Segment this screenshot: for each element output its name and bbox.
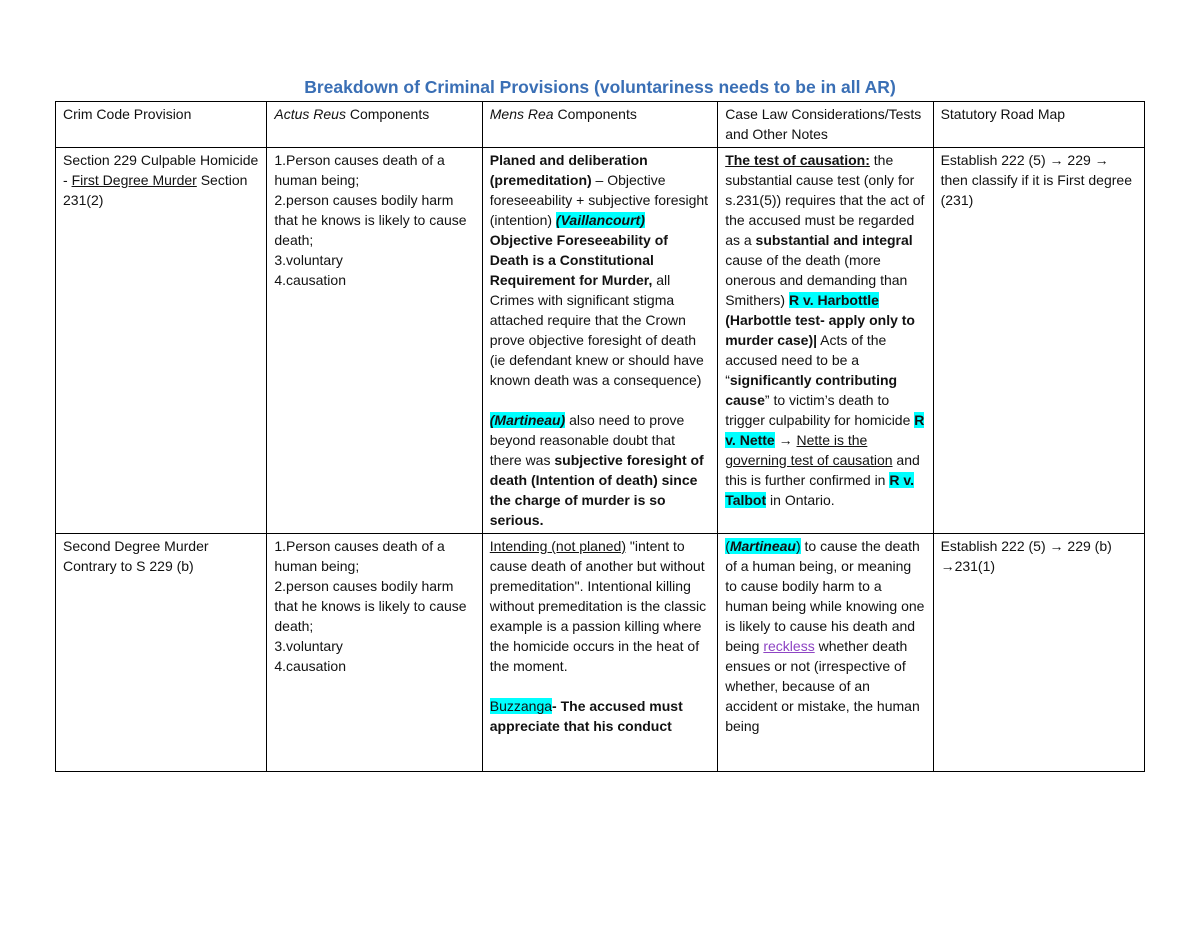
actus-item: 4.causation (274, 272, 346, 288)
row2-actus-reus (267, 534, 482, 772)
case-text: Acts of the accused need to be a “ (725, 332, 887, 388)
roadmap-text: Establish 222 (5) → 229 → then classify if it is First degree (231) (940, 152, 1132, 208)
mens-text: also need to prove beyond reasonable doubt that there was (489, 412, 685, 468)
table-row (56, 148, 1145, 534)
header-actus-em: Actus Reus (274, 106, 346, 122)
header-mens-rea (482, 102, 717, 148)
table-header-row (56, 102, 1145, 148)
criminal-provisions-table (55, 101, 1145, 772)
arrow-icon: → (774, 432, 797, 448)
header-roadmap-text: Statutory Road Map (940, 106, 1066, 122)
row2-mens-rea (482, 534, 717, 772)
case-citation: (Vaillancourt) (555, 212, 645, 228)
case-citation: (Martineau) (489, 412, 566, 428)
mens-text: – Objective foreseeability + subjective foresight (intention) (489, 172, 709, 228)
header-actus-rest: Components (345, 106, 430, 122)
row1-case-law (718, 148, 933, 534)
table-row (56, 534, 1145, 772)
mens-underlined: Intending (not planed) (489, 538, 626, 554)
row1-road-map (933, 148, 1144, 534)
header-case-law (718, 102, 933, 148)
spacer (490, 390, 710, 410)
row1-actus-reus (267, 148, 482, 534)
reckless-link[interactable]: reckless (763, 638, 815, 654)
mens-bold: - The accused must appreciate that his conduct (489, 698, 683, 734)
case-text: in Ontario. (766, 492, 835, 508)
header-provision (56, 102, 267, 148)
header-road-map (933, 102, 1144, 148)
mens-text: all Crimes with significant stigma attached require that the Crown prove objective foresight of death (ie defendant knew or should have known death was a consequence) (489, 272, 704, 388)
spacer (490, 676, 710, 696)
case-text: to cause the death of a human being, or meaning to cause bodily harm to a human being while knowing one is likely to cause his death and being (725, 538, 925, 654)
actus-item: 2.person causes bodily harm that he knows is likely to cause death; (274, 192, 467, 248)
case-citation: Martineau (729, 538, 796, 554)
actus-item: 4.causation (274, 658, 346, 674)
mens-text: "intent to cause death of another but without premeditation". Intentional killing without premeditation is the classic example is a passion killing where the homicide occurs in the heat of the moment. (489, 538, 707, 674)
case-paren: ) (795, 538, 801, 554)
actus-item: 3.voluntary (274, 252, 343, 268)
mens-bold: Objective Foreseeability of Death is a Constitutional Requirement for Murder, (489, 232, 668, 288)
case-citation: R v. Talbot (725, 472, 914, 508)
actus-item: 1.Person causes death of a human being; (274, 152, 445, 188)
row1-provision-b: Section 231(2) (63, 172, 248, 208)
mens-bold: subjective foresight of death (Intention of death) since the charge of murder is so serious. (489, 452, 704, 528)
mens-bold: Planed and deliberation (premeditation) (489, 152, 648, 188)
row1-provision-u: First Degree Murder (71, 172, 197, 188)
case-bold: significantly contributing cause (725, 372, 898, 408)
document-title: Breakdown of Criminal Provisions (voluntariness needs to be in all AR) (304, 77, 896, 97)
actus-item: 1.Person causes death of a human being; (274, 538, 445, 574)
header-actus-reus (267, 102, 482, 148)
row1-mens-para2 (490, 410, 710, 530)
case-underlined: Nette is the governing test of causation (725, 432, 893, 468)
row1-provision-a: Section 229 Culpable Homicide - (63, 152, 259, 188)
header-mens-em: Mens Rea (489, 106, 554, 122)
row2-mens-para2 (490, 696, 710, 736)
case-text: ” to victim’s death to trigger culpability for homicide (725, 392, 915, 428)
row2-provision-text: Second Degree Murder Contrary to S 229 (b) (63, 538, 209, 574)
row2-case-law (718, 534, 933, 772)
case-citation: R v. Harbottle (788, 292, 879, 308)
case-text: cause of the death (more onerous and demanding than Smithers) (725, 252, 908, 308)
case-paren: ( (725, 538, 730, 554)
case-text: and this is further confirmed in (725, 452, 920, 488)
case-citation: R v. Nette (725, 412, 925, 448)
header-mens-rest: Components (553, 106, 637, 122)
row1-mens-para1 (490, 150, 710, 390)
case-text: whether death ensues or not (irrespective of whether, because of an accident or mistake, the human being (725, 638, 920, 734)
row1-provision (56, 148, 267, 534)
row2-mens-para1 (490, 536, 710, 676)
header-caselaw-text: Case Law Considerations/Tests and Other Notes (725, 106, 922, 142)
row2-provision (56, 534, 267, 772)
header-provision-text: Crim Code Provision (63, 106, 192, 122)
case-text: the substantial cause test (only for s.231(5)) requires that the act of the accused must be regarded as a (725, 152, 925, 248)
case-bold: substantial and integral (755, 232, 913, 248)
row1-mens-rea (482, 148, 717, 534)
roadmap-text: Establish 222 (5) → 229 (b) →231(1) (940, 538, 1112, 574)
actus-item: 3.voluntary (274, 638, 343, 654)
row2-road-map (933, 534, 1144, 772)
actus-item: 2.person causes bodily harm that he knows is likely to cause death; (274, 578, 467, 634)
case-heading: The test of causation: (725, 152, 870, 168)
case-citation: Buzzanga (489, 698, 553, 714)
case-bold: (Harbottle test- apply only to murder case)| (725, 312, 915, 348)
